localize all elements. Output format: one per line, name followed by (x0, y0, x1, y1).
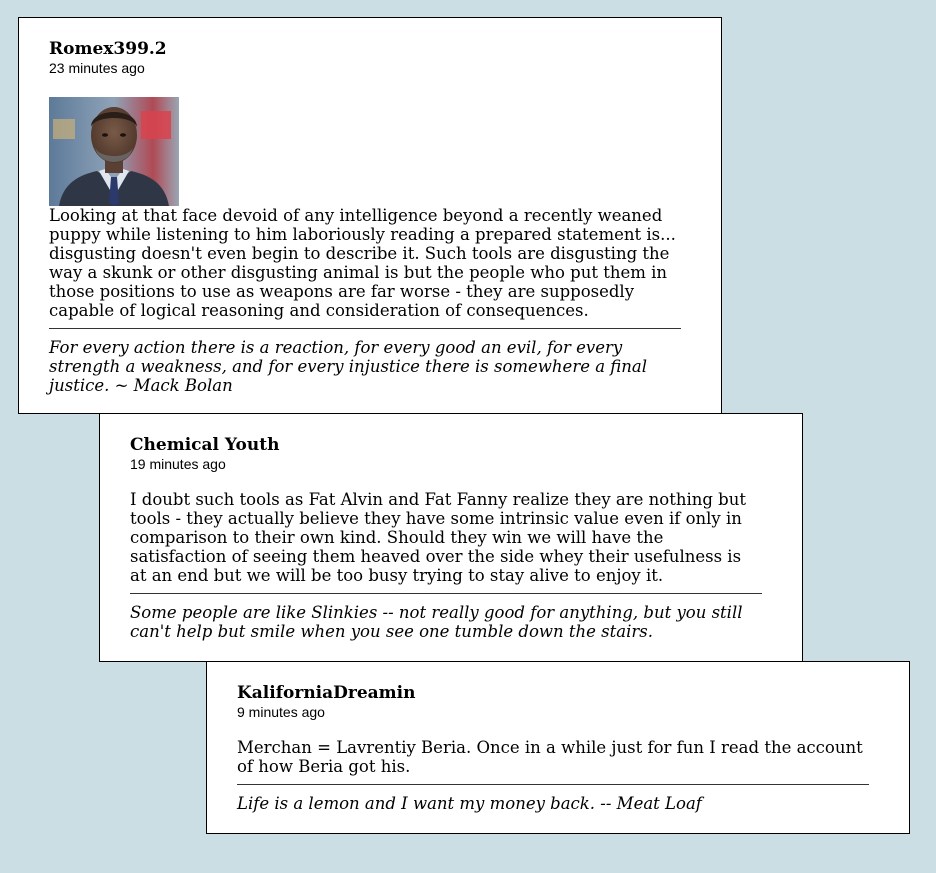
comment-body: I doubt such tools as Fat Alvin and Fat Fanny realize they are nothing but tools - they actually believe they have some intrinsic value even if only in comparison to their own kind. Should they win we will have the satisfaction of seeing them heaved over the side whey their usefulness is at an end but we will be too busy trying to stay alive to enjoy it. (130, 490, 746, 585)
comment-author[interactable]: KaliforniaDreamin (237, 683, 416, 703)
comment-image[interactable] (49, 97, 179, 206)
comment-author[interactable]: Chemical Youth (130, 435, 280, 455)
comment-timestamp: 23 minutes ago (49, 60, 145, 76)
signature-divider (237, 784, 869, 785)
comment-card (206, 661, 910, 834)
comment-signature: Some people are like Slinkies -- not really good for anything, but you still can't help but smile when you see one tumble down the stairs. (130, 603, 743, 641)
signature-divider (49, 328, 681, 329)
comment-signature: Life is a lemon and I want my money back. -- Meat Loaf (237, 794, 702, 813)
comment-timestamp: 9 minutes ago (237, 704, 325, 720)
comment-signature: For every action there is a reaction, for every good an evil, for every strength a weakness, and for every injustice there is somewhere a final justice. ~ Mack Bolan (49, 338, 648, 395)
signature-divider (130, 593, 762, 594)
comment-card (18, 17, 722, 414)
comment-body: Merchan = Lavrentiy Beria. Once in a while just for fun I read the account of how Beria got his. (237, 738, 863, 776)
comment-body: Looking at that face devoid of any intelligence beyond a recently weaned puppy while listening to him laboriously reading a prepared statement is... disgusting doesn't even begin to describe it. Such tools are disgusting the way a skunk or other disgusting animal is but the people who put them in those positions to use as weapons are far worse - they are supposedly capable of logical reasoning and consideration of consequences. (49, 206, 676, 320)
comment-author[interactable]: Romex399.2 (49, 39, 167, 59)
comment-card (99, 413, 803, 662)
comment-timestamp: 19 minutes ago (130, 456, 226, 472)
